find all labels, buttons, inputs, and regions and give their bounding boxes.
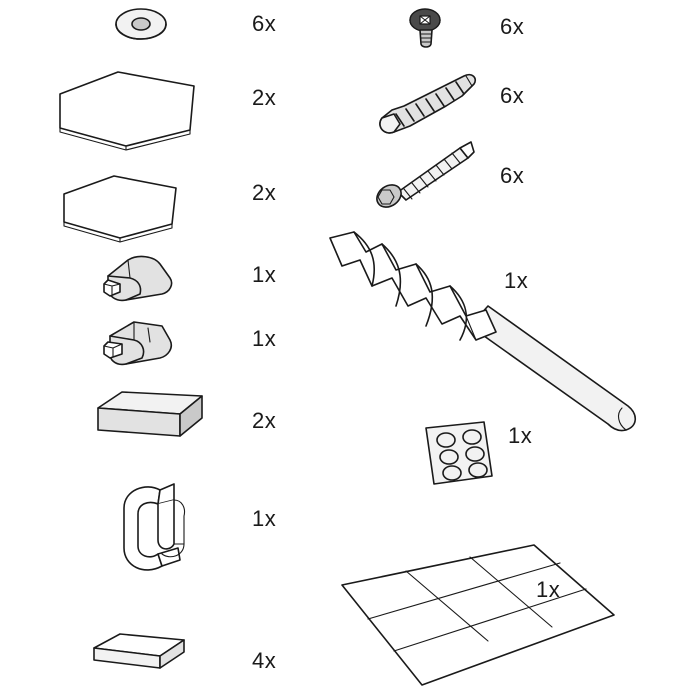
- part-small-flat-pad: [92, 630, 188, 682]
- part-masonry-drill-bit: [320, 228, 660, 438]
- qty-rounded-end-cap-connector: 1x: [252, 262, 277, 287]
- qty-long-hex-socket-screw: 6x: [500, 163, 525, 188]
- part-rectangular-spacer-block: [96, 388, 206, 446]
- qty-small-flat-pad: 4x: [252, 648, 277, 673]
- qty-ribbed-wall-plug-anchor: 6x: [500, 83, 525, 108]
- qty-square-panel-small: 2x: [252, 180, 277, 205]
- qty-short-truss-head-screw: 6x: [500, 14, 525, 39]
- qty-large-gridded-tile-sheet: 1x: [536, 577, 561, 602]
- qty-masonry-drill-bit: 1x: [504, 268, 529, 293]
- part-square-panel-large: [58, 68, 206, 150]
- part-long-hex-socket-screw: [368, 140, 476, 206]
- part-short-truss-head-screw: [404, 6, 450, 52]
- part-large-gridded-tile-sheet: [338, 543, 618, 691]
- qty-drilling-template-sheet: 1x: [508, 423, 533, 448]
- qty-round-washer-cap: 6x: [252, 11, 277, 36]
- part-rounded-end-cap-connector: [98, 254, 182, 308]
- part-flat-end-cap-connector: [100, 318, 182, 370]
- qty-rectangular-spacer-block: 2x: [252, 408, 277, 433]
- part-round-washer-cap: [108, 4, 174, 48]
- part-drilling-template-sheet: [422, 418, 498, 490]
- qty-square-panel-large: 2x: [252, 85, 277, 110]
- part-s-hook-bracket: [112, 478, 202, 588]
- part-ribbed-wall-plug-anchor: [374, 70, 480, 136]
- qty-s-hook-bracket: 1x: [252, 506, 277, 531]
- part-square-panel-small: [62, 172, 186, 242]
- qty-flat-end-cap-connector: 1x: [252, 326, 277, 351]
